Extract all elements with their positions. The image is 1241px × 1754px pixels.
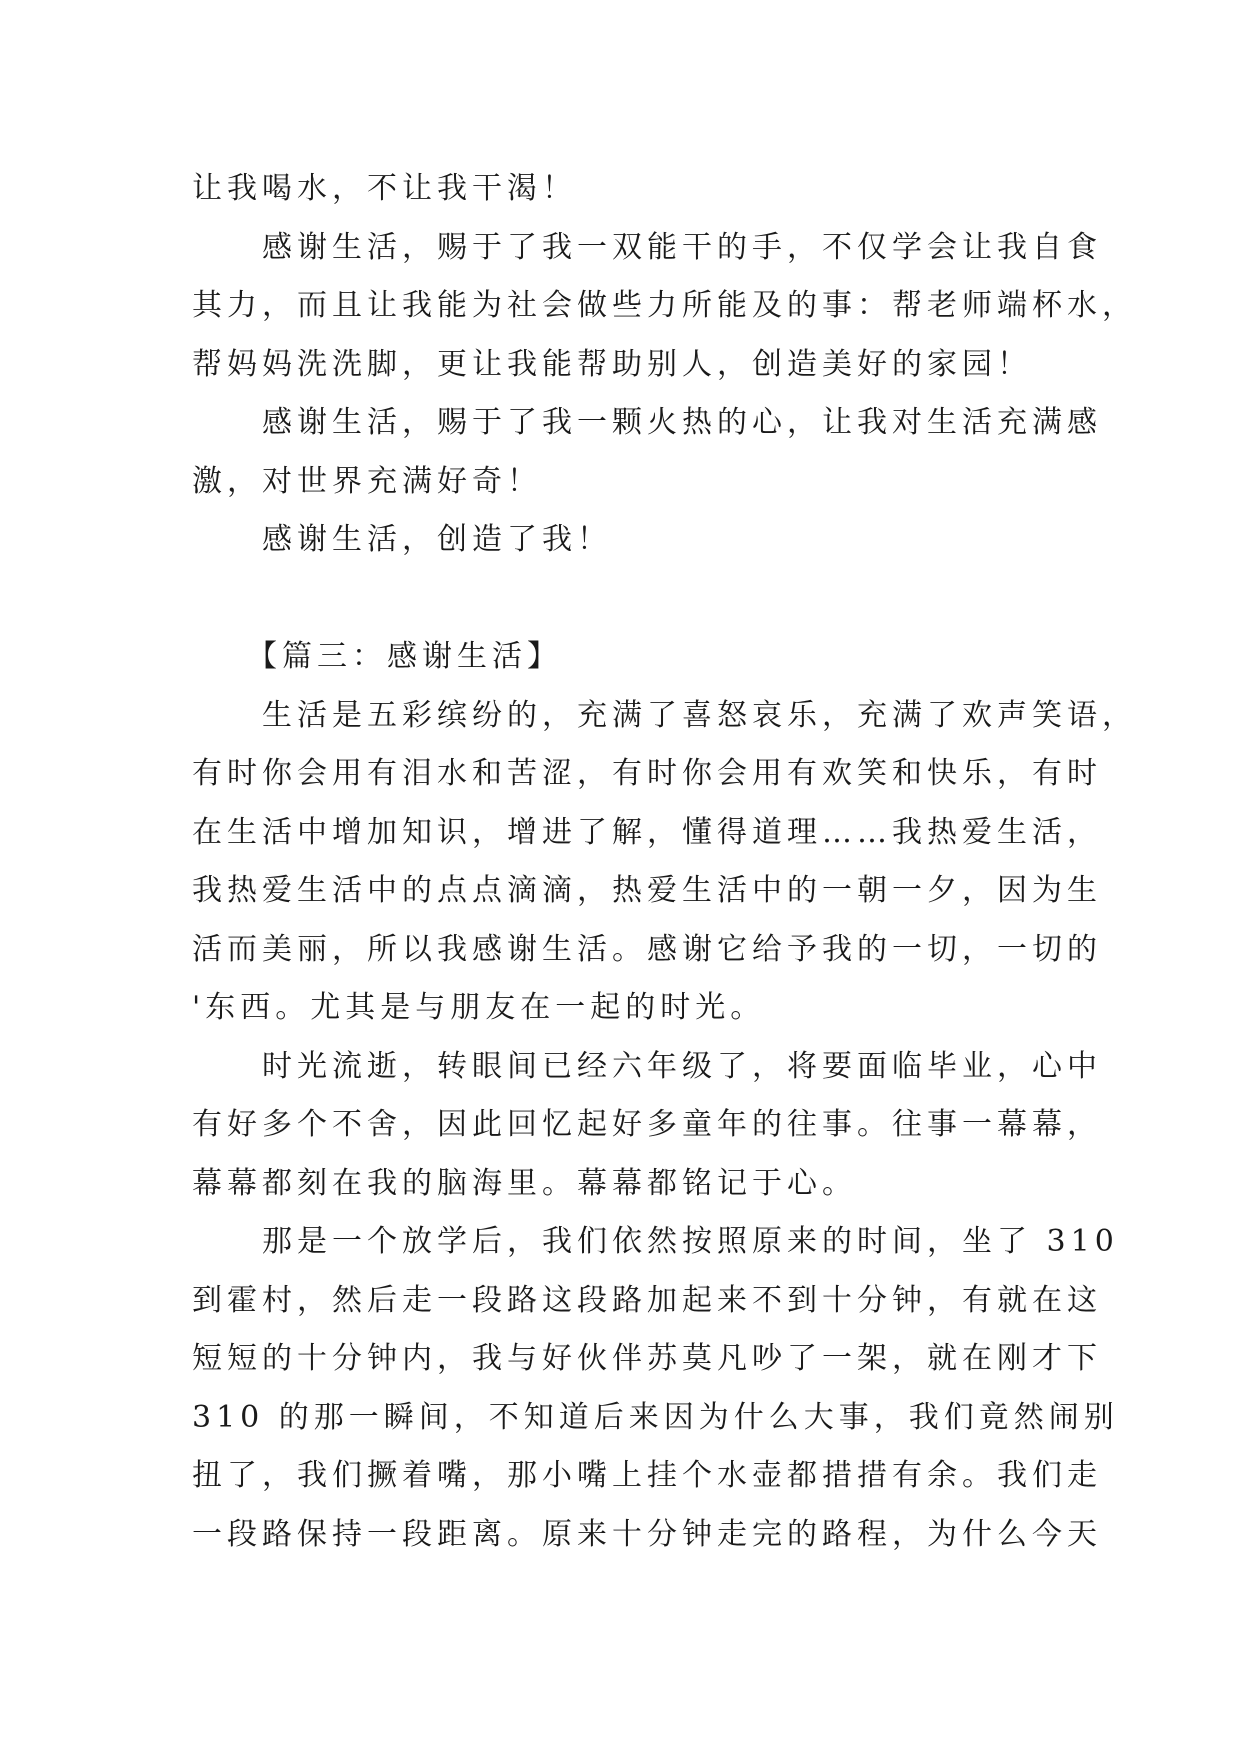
paragraph-start: 时光流逝，转眼间已经六年级了，将要面临毕业，心中 [192, 1048, 1102, 1084]
text-line: 幕幕都刻在我的脑海里。幕幕都铭记于心。 [192, 1165, 857, 1201]
text-line: 帮妈妈洗洗脚，更让我能帮助别人，创造美好的家园！ [192, 346, 1032, 382]
paragraph-start: 那是一个放学后，我们依然按照原来的时间，坐了 310 [192, 1224, 1119, 1259]
text-line: 我热爱生活中的点点滴滴，热爱生活中的一朝一夕，因为生 [192, 873, 1102, 908]
text-line: 扭了，我们撅着嘴，那小嘴上挂个水壶都措措有余。我们走 [192, 1458, 1102, 1493]
text-line: 让我喝水，不让我干渴！ [192, 171, 577, 206]
text-line: 短短的十分钟内，我与好伙伴苏莫凡吵了一架，就在刚才下 [192, 1341, 1102, 1376]
section-heading: 【篇三：感谢生活】 [192, 639, 562, 674]
text-line: 其力，而且让我能为社会做些力所能及的事：帮老师端杯水， [192, 288, 1137, 323]
text-line: 有时你会用有泪水和苦涩，有时你会用有欢笑和快乐，有时 [192, 756, 1102, 791]
text-line: 有好多个不舍，因此回忆起好多童年的往事。往事一幕幕， [192, 1107, 1102, 1142]
paragraph-start: 感谢生活，赐于了我一颗火热的心，让我对生活充满感 [192, 405, 1102, 440]
text-line: 到霍村，然后走一段路这段路加起来不到十分钟，有就在这 [192, 1282, 1102, 1318]
text-line: 一段路保持一段距离。原来十分钟走完的路程，为什么今天 [192, 1516, 1102, 1552]
text-line: 激，对世界充满好奇！ [192, 463, 542, 499]
text-line: 在生活中增加知识，增进了解，懂得道理……我热爱生活， [192, 814, 1102, 850]
text-line: 310 的那一瞬间，不知道后来因为什么大事，我们竟然闹别 [192, 1399, 1119, 1435]
blank-line [192, 570, 1072, 629]
text-line: 活而美丽，所以我感谢生活。感谢它给予我的一切，一切的 [192, 931, 1102, 967]
text-line: '东西。尤其是与朋友在一起的时光。 [192, 990, 766, 1025]
document-body [192, 160, 1137, 1564]
paragraph-start: 感谢生活，赐于了我一双能干的手，不仅学会让我自食 [192, 229, 1102, 265]
paragraph-start: 生活是五彩缤纷的，充满了喜怒哀乐，充满了欢声笑语， [192, 697, 1137, 733]
paragraph-start: 感谢生活，创造了我！ [192, 522, 612, 557]
